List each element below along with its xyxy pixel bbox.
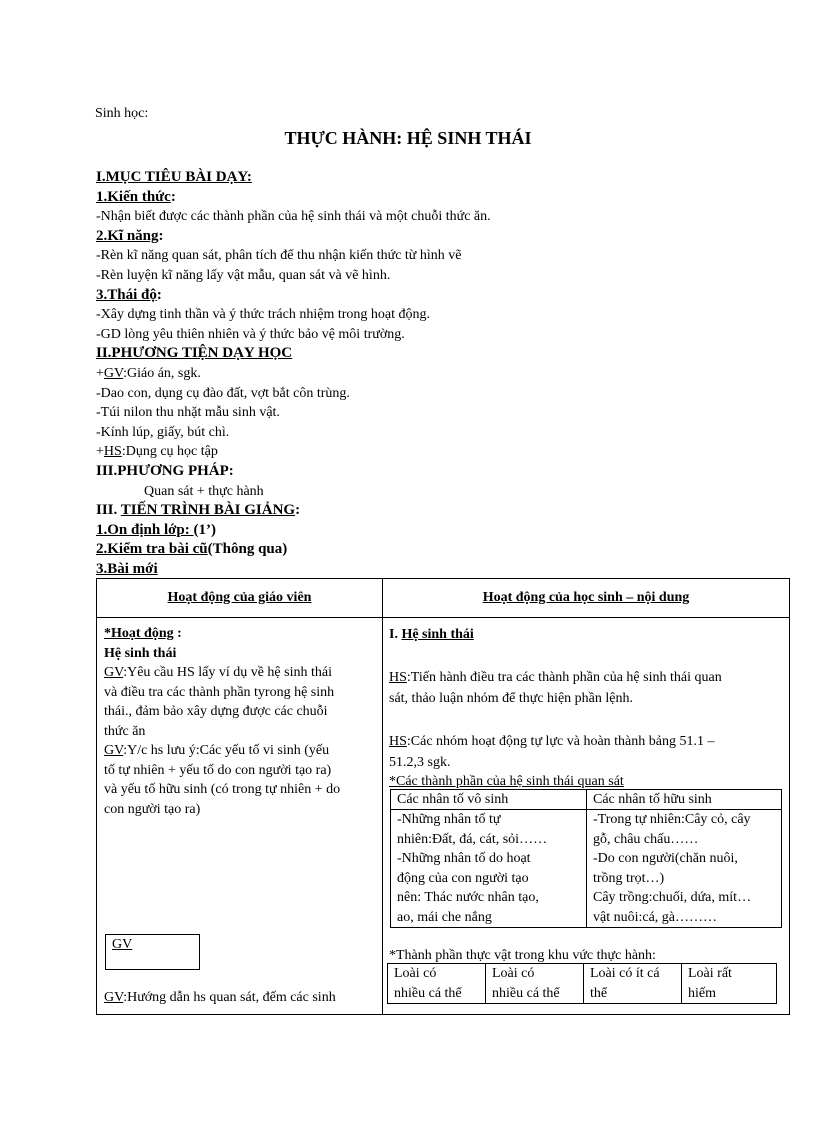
abiotic-cell [391, 810, 587, 928]
biotic-line: -Trong tự nhiên:Cây cỏ, cây [593, 812, 751, 827]
gv1-line-1: và điều tra các thành phần tyrong hệ sinh [104, 684, 335, 700]
step-3 [96, 560, 796, 580]
skills-label: 2.Kĩ năng [96, 227, 159, 244]
step-1-text: (1’) [193, 521, 217, 538]
gv-instruction-3 [104, 990, 336, 1006]
biotic-line: -Do con người(chăn nuôi, [593, 851, 738, 866]
section-process-title: III. TIẾN TRÌNH BÀI GIẢNG: [96, 502, 301, 519]
section-method-title: III.PHƯƠNG PHÁP: [96, 462, 234, 479]
activity-table [96, 578, 790, 1015]
plant-header-rare: Loài rất hiếm [682, 964, 777, 1004]
gv3-label: GV [104, 990, 124, 1005]
activity-colon: : [173, 626, 182, 641]
attitude-text-b: -GD lòng yêu thiên nhiên và ý thức bảo vệ môi trường. [96, 326, 405, 342]
biotic-line: trồng trọt…) [593, 870, 665, 886]
skills-heading: 2.Kĩ năng: [96, 227, 164, 244]
means-item-c: -Kính lúp, giấy, bút chì. [96, 424, 230, 440]
abiotic-line: ao, mái che nắng [397, 909, 492, 925]
process-title-num: III. [96, 502, 121, 519]
gv1-line-0: :Yêu cầu HS lấy ví dụ về hệ sinh thái [123, 665, 332, 680]
abiotic-line: nhiên:Đất, đá, cát, sỏi…… [397, 831, 548, 847]
hs-instruction-1 [389, 667, 781, 710]
step-2 [96, 540, 796, 560]
gv-instruction-2 [104, 741, 376, 819]
heading-num: I. [389, 627, 402, 642]
biotic-cell [587, 810, 782, 928]
ecosystem-heading-right [389, 624, 781, 646]
components-title: *Các thành phần của hệ sinh thái quan sát [389, 773, 624, 789]
gv-box-label: GV [112, 937, 133, 952]
means-item-b: -Túi nilon thu nhặt mẫu sinh vật. [96, 405, 280, 421]
lesson-objectives [96, 168, 796, 579]
abiotic-line: nên: Thác nước nhân tạo, [397, 890, 539, 905]
student-cell [383, 618, 790, 1015]
page-title: THỰC HÀNH: HỆ SINH THÁI [284, 128, 532, 148]
teacher-cell [97, 618, 383, 1015]
means-gv-label: GV [103, 365, 124, 381]
means-hs-text: :Dụng cụ học tập [121, 444, 218, 460]
gv1-line-2: thái., đảm bảo xây dựng được các chuỗi [104, 704, 328, 719]
heading-text: Hệ sinh thái [401, 627, 474, 642]
skills-text-a: -Rèn kĩ năng quan sát, phân tích để thu nhận kiến thức từ hình vẽ [96, 248, 462, 264]
means-item-a: -Dao con, dụng cụ đào đất, vợt bắt côn trùng. [96, 385, 350, 401]
plant-components-title: *Thành phần thực vật trong khu vức thực hành: [389, 948, 656, 963]
step-3-label: 3.Bài mới [96, 560, 158, 577]
skills-text-b: -Rèn luyện kĩ năng lấy vật mẫu, quan sát và vẽ hình. [96, 267, 391, 283]
activity-heading [104, 624, 376, 644]
step-2-label: 2.Kiểm tra bài cũ [96, 541, 208, 558]
hs2-label: HS [389, 733, 407, 749]
plant-table [387, 963, 777, 1004]
gv2-line-1: tố tự nhiên + yếu tố do con người tạo ra) [104, 762, 332, 778]
header-teacher [97, 579, 383, 618]
step-1-label: 1.On định lớp: [96, 521, 194, 538]
gv1-label: GV [104, 665, 124, 680]
hs-instruction-2 [389, 731, 781, 774]
ecosystem-heading-left: Hệ sinh thái [104, 645, 177, 661]
gv2-line-3: con người tạo ra) [104, 801, 201, 817]
process-title-text: TIẾN TRÌNH BÀI GIẢNG [120, 502, 296, 519]
step-1 [96, 521, 796, 541]
abiotic-line: động của con người tạo [397, 870, 529, 886]
abiotic-line: -Những nhân tố tự [397, 812, 501, 827]
means-hs: +HS:Dụng cụ học tập [96, 444, 218, 460]
knowledge-heading: 1.Kiến thức: [96, 188, 176, 205]
components-table [390, 789, 782, 929]
gv3-text: :Hướng dẫn hs quan sát, đếm các sinh [123, 990, 336, 1005]
subject-label: Sinh học: [95, 106, 149, 121]
hs2-line-1: 51.2,3 sgk. [389, 755, 451, 770]
hs2-line-0: :Các nhóm hoạt động tự lực và hoàn thành bảng 51.1 – [406, 733, 715, 749]
gv-instruction-1 [104, 663, 376, 741]
step-2-text: (Thông qua) [207, 541, 288, 558]
abiotic-header: Các nhân tố vô sinh [391, 789, 587, 810]
hs1-line-0: :Tiến hành điều tra các thành phần của hệ sinh thái quan [406, 669, 722, 685]
plant-header-few: Loài có ít cá thể [584, 964, 682, 1004]
hs1-line-1: sát, thảo luận nhóm để thực hiện phần lệnh. [389, 691, 633, 706]
knowledge-label: 1.Kiến thức [96, 188, 171, 205]
abiotic-line: -Những nhân tố do hoạt [397, 851, 531, 866]
header-teacher-text: Hoạt động của giáo viên [167, 590, 312, 605]
header-student [383, 579, 790, 618]
biotic-line: Cây trồng:chuối, dứa, mít… [593, 890, 752, 905]
plant-header-many-b: Loài có nhiều cá thể [486, 964, 584, 1004]
plant-header-many-a: Loài có nhiều cá thể [388, 964, 486, 1004]
section-means-title: II.PHƯƠNG TIỆN DẠY HỌC [96, 345, 293, 362]
gv2-line-0: :Y/c hs lưu ý:Các yếu tố vi sinh (yếu [123, 743, 330, 758]
means-gv-text: :Giáo án, sgk. [123, 365, 201, 381]
biotic-header: Các nhân tố hữu sinh [587, 789, 782, 810]
gv-box [105, 934, 200, 970]
biotic-line: vật nuôi:cá, gà……… [593, 909, 718, 925]
activity-label: *Hoạt động [104, 626, 174, 641]
means-hs-label: HS [103, 444, 122, 460]
method-text: Quan sát + thực hành [144, 483, 264, 499]
attitude-heading: 3.Thái độ: [96, 286, 162, 303]
knowledge-text: -Nhận biết được các thành phần của hệ sinh thái và một chuỗi thức ăn. [96, 209, 491, 225]
attitude-text-a: -Xây dựng tinh thần và ý thức trách nhiệm trong hoạt động. [96, 307, 430, 323]
gv1-line-3: thức ăn [104, 723, 146, 739]
section-objectives-title: I.MỤC TIÊU BÀI DẠY: [96, 169, 252, 185]
gv2-line-2: và yếu tố hữu sinh (có trong tự nhiên + do [104, 782, 341, 797]
hs1-label: HS [389, 669, 407, 685]
header-student-text: Hoạt động của học sinh – nội dung [482, 590, 690, 605]
attitude-label: 3.Thái độ [96, 286, 157, 303]
gv2-label: GV [104, 743, 124, 758]
means-gv: +GV:Giáo án, sgk. [96, 365, 201, 381]
biotic-line: gỗ, châu chấu…… [593, 831, 699, 847]
